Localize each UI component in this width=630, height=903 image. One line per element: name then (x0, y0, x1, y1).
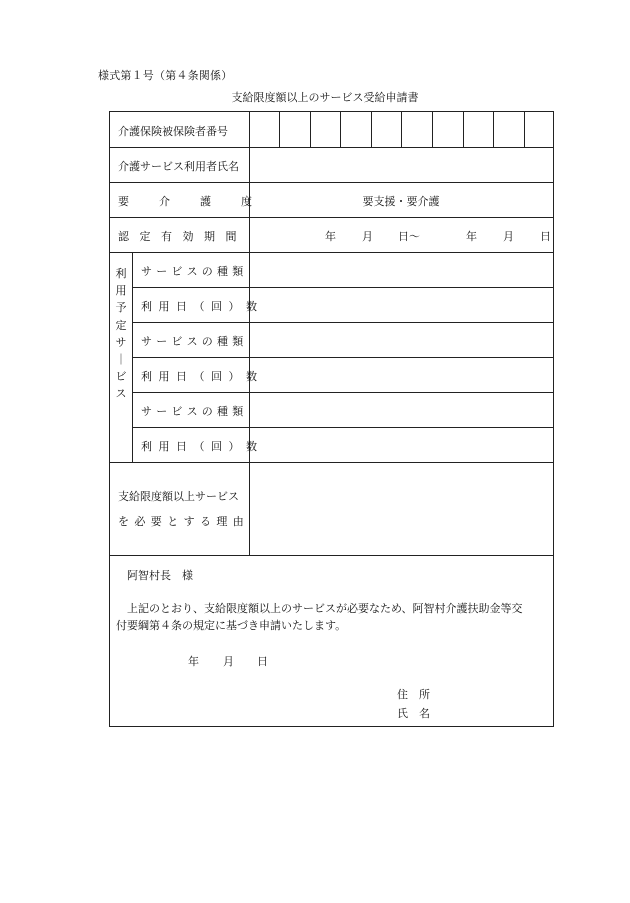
date-day: 日 (257, 655, 268, 668)
service-type-field-2[interactable] (250, 323, 552, 356)
usage-days-label-3: 利用日（回）数 (141, 440, 264, 453)
application-body-line2: 付要綱第４条の規定に基づき申請いたします。 (116, 619, 347, 632)
vertical-char: 利 (115, 267, 127, 280)
valid-period-field[interactable] (250, 218, 552, 251)
document-title: 支給限度額以上のサービス受給申請書 (231, 91, 419, 104)
user-name-field[interactable] (250, 148, 552, 181)
insured-number-boxes[interactable] (250, 113, 552, 146)
vertical-char: ｜ (115, 353, 127, 367)
name-label: 氏 名 (397, 707, 430, 720)
service-type-label-2: サービスの種類 (141, 335, 248, 348)
date-year: 年 (188, 655, 199, 668)
usage-days-field-3[interactable] (250, 428, 552, 461)
form-number: 様式第１号（第４条関係） (98, 69, 233, 82)
row-divider (110, 182, 553, 183)
vertical-char: サ (115, 335, 127, 349)
service-type-label-3: サービスの種類 (141, 405, 248, 418)
application-form (109, 111, 554, 727)
valid-period-label: 認定有効期間 (118, 230, 247, 243)
vertical-char: 用 (115, 284, 127, 298)
vertical-char: ス (115, 387, 127, 401)
period-start-year: 年 (325, 230, 336, 243)
addressee: 阿智村長 様 (127, 569, 193, 582)
usage-days-label-1: 利用日（回）数 (141, 300, 264, 313)
service-type-label-1: サービスの種類 (141, 265, 248, 278)
date-month: 月 (223, 655, 234, 668)
usage-days-field-1[interactable] (250, 288, 552, 321)
period-start-day: 日〜 (398, 230, 420, 243)
reason-label-line2: を必要とする理由 (118, 515, 250, 528)
period-end-year: 年 (466, 230, 477, 243)
care-level-value[interactable]: 要支援・要介護 (362, 195, 440, 208)
service-type-field-3[interactable] (250, 393, 552, 426)
address-field[interactable] (435, 682, 545, 702)
reason-label-line1: 支給限度額以上サービス (118, 490, 239, 503)
usage-days-field-2[interactable] (250, 358, 552, 391)
application-body-line1: 上記のとおり、支給限度額以上のサービスが必要なため、阿智村介護扶助金等交 (127, 602, 523, 615)
period-end-month: 月 (503, 230, 514, 243)
usage-days-label-2: 利用日（回）数 (141, 370, 264, 383)
row-divider (110, 555, 553, 556)
application-date-field[interactable] (150, 648, 280, 670)
period-start-month: 月 (362, 230, 373, 243)
vertical-char: 定 (115, 318, 127, 332)
vertical-char: 予 (115, 301, 127, 315)
vertical-char: ビ (115, 370, 127, 384)
name-field[interactable] (435, 702, 545, 722)
care-level-label: 要介護度 (118, 195, 282, 208)
service-type-field-1[interactable] (250, 253, 552, 286)
user-name-label: 介護サービス利用者氏名 (118, 160, 239, 173)
insured-number-label: 介護保険被保険者番号 (118, 125, 228, 138)
column-divider (132, 252, 133, 462)
period-end-day: 日 (540, 230, 551, 243)
planned-services-label (110, 265, 132, 403)
reason-field[interactable] (250, 463, 552, 554)
address-label: 住 所 (397, 688, 430, 701)
